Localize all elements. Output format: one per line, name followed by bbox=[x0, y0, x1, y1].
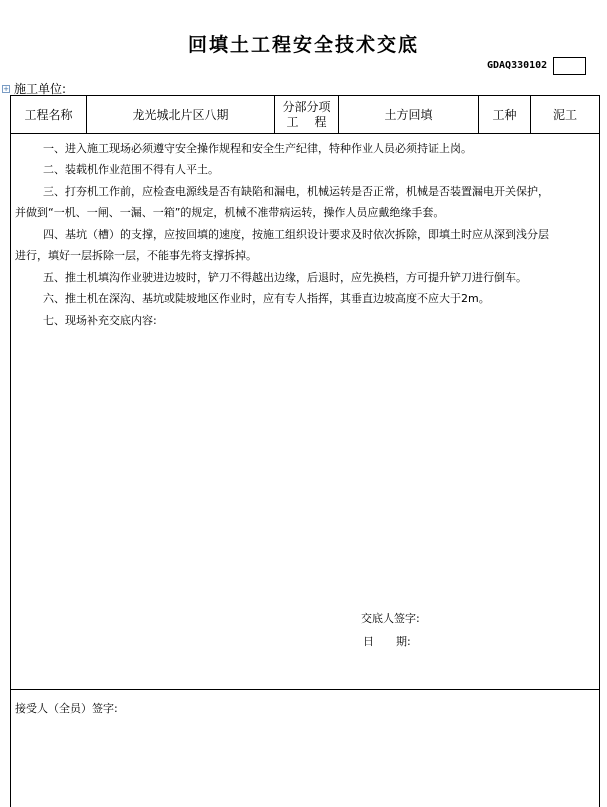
item-4-cont: 进行，填好一层拆除一层，不能事先将支撑拆掉。 bbox=[15, 249, 257, 262]
table-anchor-icon[interactable]: + bbox=[3, 85, 9, 93]
sub-project-value: 土方回填 bbox=[339, 96, 479, 133]
header-row bbox=[11, 96, 599, 134]
item-5: 五、推土机填沟作业驶进边坡时，铲刀不得越出边缘，后退时，应先换档，方可提升铲刀进行倒车。 bbox=[43, 271, 527, 284]
item-4: 四、基坑（槽）的支撑，应按回填的速度，按施工组织设计要求及时依次拆除，即填土时应从深到浅分层 bbox=[43, 228, 549, 241]
disclosure-table bbox=[10, 95, 600, 807]
item-1: 一、进入施工现场必须遵守安全操作规程和安全生产纪律，特种作业人员必须持证上岗。 bbox=[43, 142, 472, 155]
sub-project-label-line2: 工程 bbox=[286, 114, 343, 129]
construction-unit-label: 施工单位: bbox=[14, 82, 67, 96]
item-2: 二、装载机作业范围不得有人平土。 bbox=[43, 163, 219, 176]
code-box bbox=[553, 57, 586, 75]
item-3: 三、打夯机工作前，应检查电源线是否有缺陷和漏电，机械运转是否正常，机械是否装置漏电开关保护， bbox=[43, 185, 549, 198]
item-3-cont: 并做到“一机、一闸、一漏、一箱”的规定，机械不准带病运转，操作人员应戴绝缘手套。 bbox=[15, 206, 445, 219]
project-name-label: 工程名称 bbox=[11, 96, 87, 133]
sub-project-label-line1: 分部分项 bbox=[282, 99, 331, 114]
trade-value: 泥工 bbox=[552, 108, 577, 122]
disclosure-content bbox=[11, 134, 599, 690]
document-code: GDAQ330102 bbox=[487, 60, 548, 71]
document-title: 回填土工程安全技术交底 bbox=[187, 34, 419, 56]
item-6: 六、推土机在深沟、基坑或陡坡地区作业时，应有专人指挥，其垂直边坡高度不应大于2m。 bbox=[43, 292, 490, 305]
receiver-signature-label: 接受人（全员）签字: bbox=[15, 702, 118, 715]
trade-label: 工种 bbox=[479, 96, 531, 133]
presenter-signature-label: 交底人签字: bbox=[361, 612, 420, 625]
sub-project-label bbox=[275, 96, 343, 133]
date-label: 日 期: bbox=[363, 635, 411, 648]
item-7: 七、现场补充交底内容: bbox=[43, 314, 157, 327]
project-name-value: 龙光城北片区八期 bbox=[87, 96, 275, 133]
